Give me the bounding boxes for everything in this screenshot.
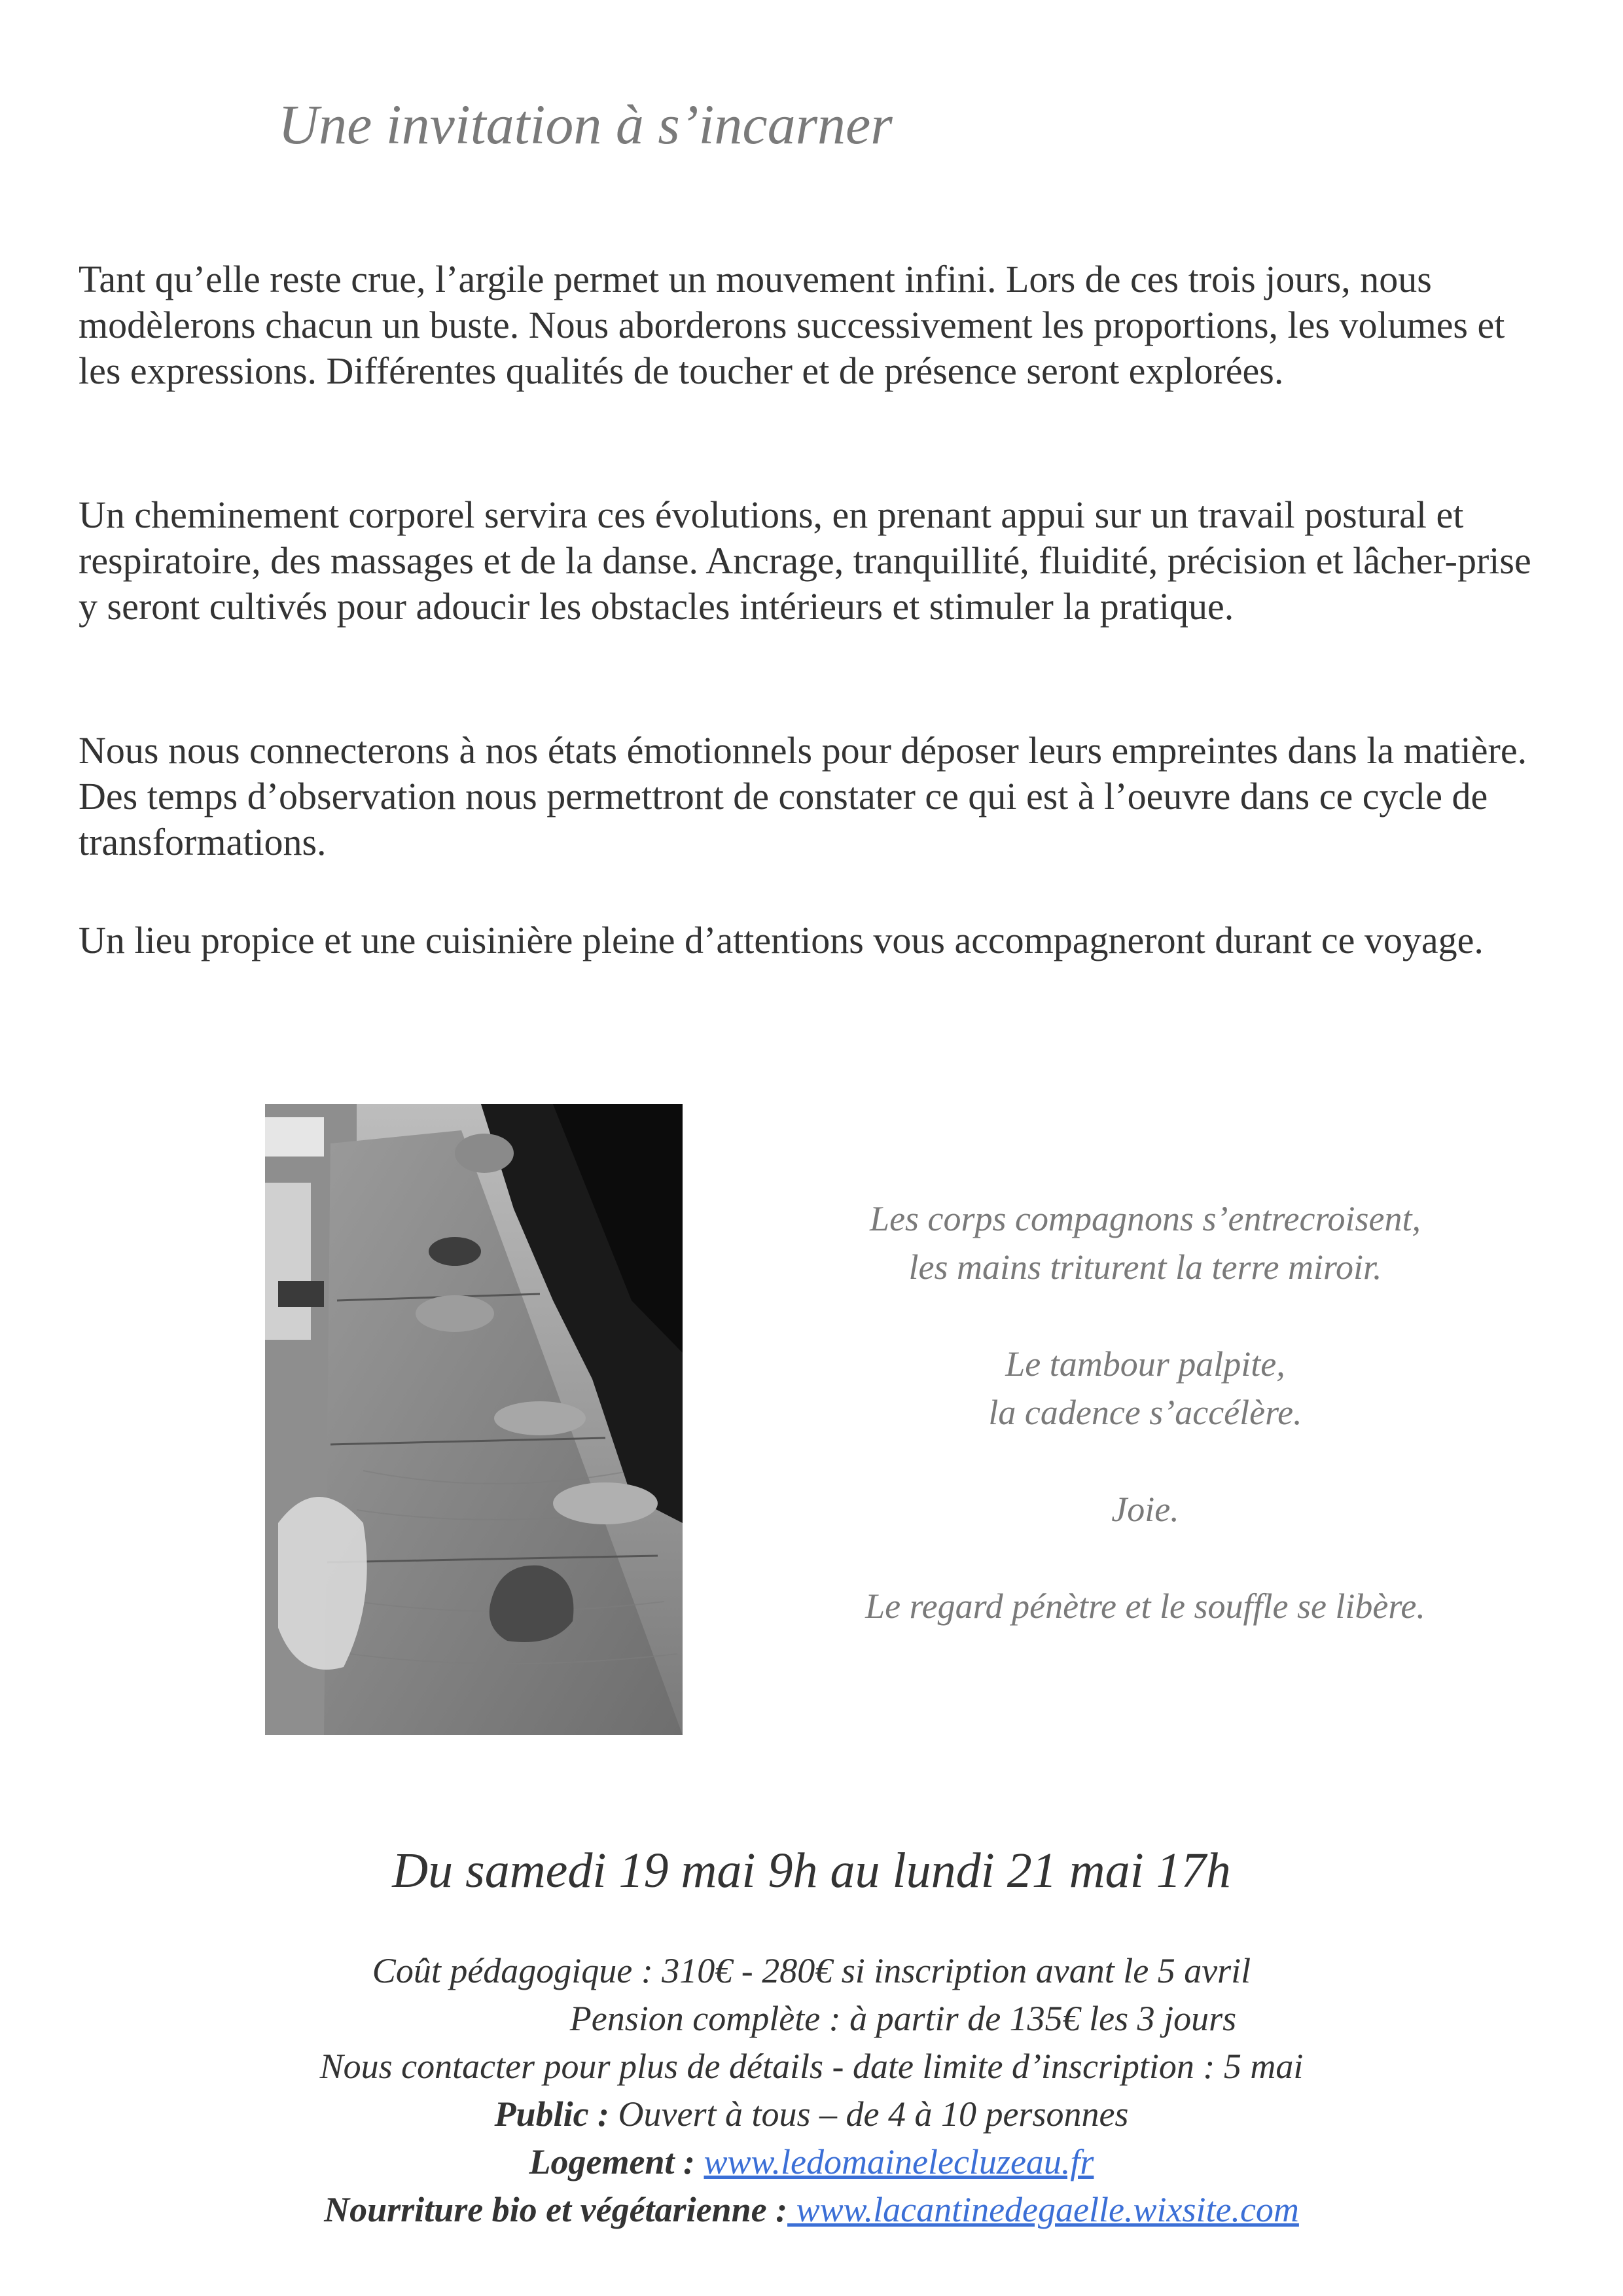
housing-link[interactable]: www.ledomainelecluzeau.fr [704, 2142, 1094, 2181]
poem-line: Les corps compagnons s’entrecroisent, [870, 1199, 1421, 1238]
paragraph-body-path: Un cheminement corporel servira ces évolutions, en prenant appui sur un travail postural et respiratoire, des massages et de la danse. Ancrage, tranquillité, fluidité, précision et lâcher-prise y seront cultivés pour adoucir les obstacles intérieurs et stimuler la pratique. [79, 493, 1531, 628]
paragraph-place: Un lieu propice et une cuisinière pleine d’attentions vous accompagneront durant ce voyage. [79, 919, 1484, 961]
food-line [0, 2186, 1623, 2234]
poem-line: Le tambour palpite, [1005, 1344, 1285, 1384]
public-label: Public : [494, 2094, 610, 2134]
event-dates: Du samedi 19 mai 9h au lundi 21 mai 17h [392, 1843, 1231, 1898]
food-link[interactable]: www.lacantinedegaelle.wixsite.com [787, 2190, 1299, 2229]
housing-line [0, 2138, 1623, 2186]
paragraph-emotions: Nous nous connecterons à nos états émotionnels pour déposer leurs empreintes dans la matière. Des temps d’observation nous permettront de constater ce qui est à l’oeuvre dans ce cycle de transformations. [79, 729, 1527, 863]
cost-line: Coût pédagogique : 310€ - 280€ si inscription avant le 5 avril [372, 1951, 1251, 1990]
public-value: Ouvert à tous – de 4 à 10 personnes [609, 2094, 1129, 2134]
poem-line: les mains triturent la terre miroir. [908, 1247, 1382, 1287]
pension-line: Pension complète : à partir de 135€ les 3 jours [569, 1999, 1237, 2038]
poem-line: Joie. [1111, 1490, 1179, 1529]
housing-label: Logement : [529, 2142, 695, 2181]
practical-info [0, 1947, 1623, 2234]
public-line [0, 2090, 1623, 2138]
poem-line: Le regard pénètre et le souffle se libère. [865, 1587, 1425, 1626]
food-label: Nourriture bio et végétarienne : [324, 2190, 788, 2229]
poem-line: la cadence s’accélère. [988, 1393, 1302, 1432]
paragraph-intro: Tant qu’elle reste crue, l’argile permet un mouvement infini. Lors de ces trois jours, nous modèlerons chacun un buste. Nous aborderons successivement les proportions, les volumes et les expressions. Différentes qualités de toucher et de présence seront explorées. [79, 258, 1505, 392]
workshop-photo-image [265, 1104, 683, 1735]
workshop-photo [265, 1104, 683, 1735]
page-title: Une invitation à s’incarner [278, 93, 893, 156]
contact-line: Nous contacter pour plus de détails - date limite d’inscription : 5 mai [319, 2047, 1304, 2086]
poem [740, 1194, 1551, 1630]
